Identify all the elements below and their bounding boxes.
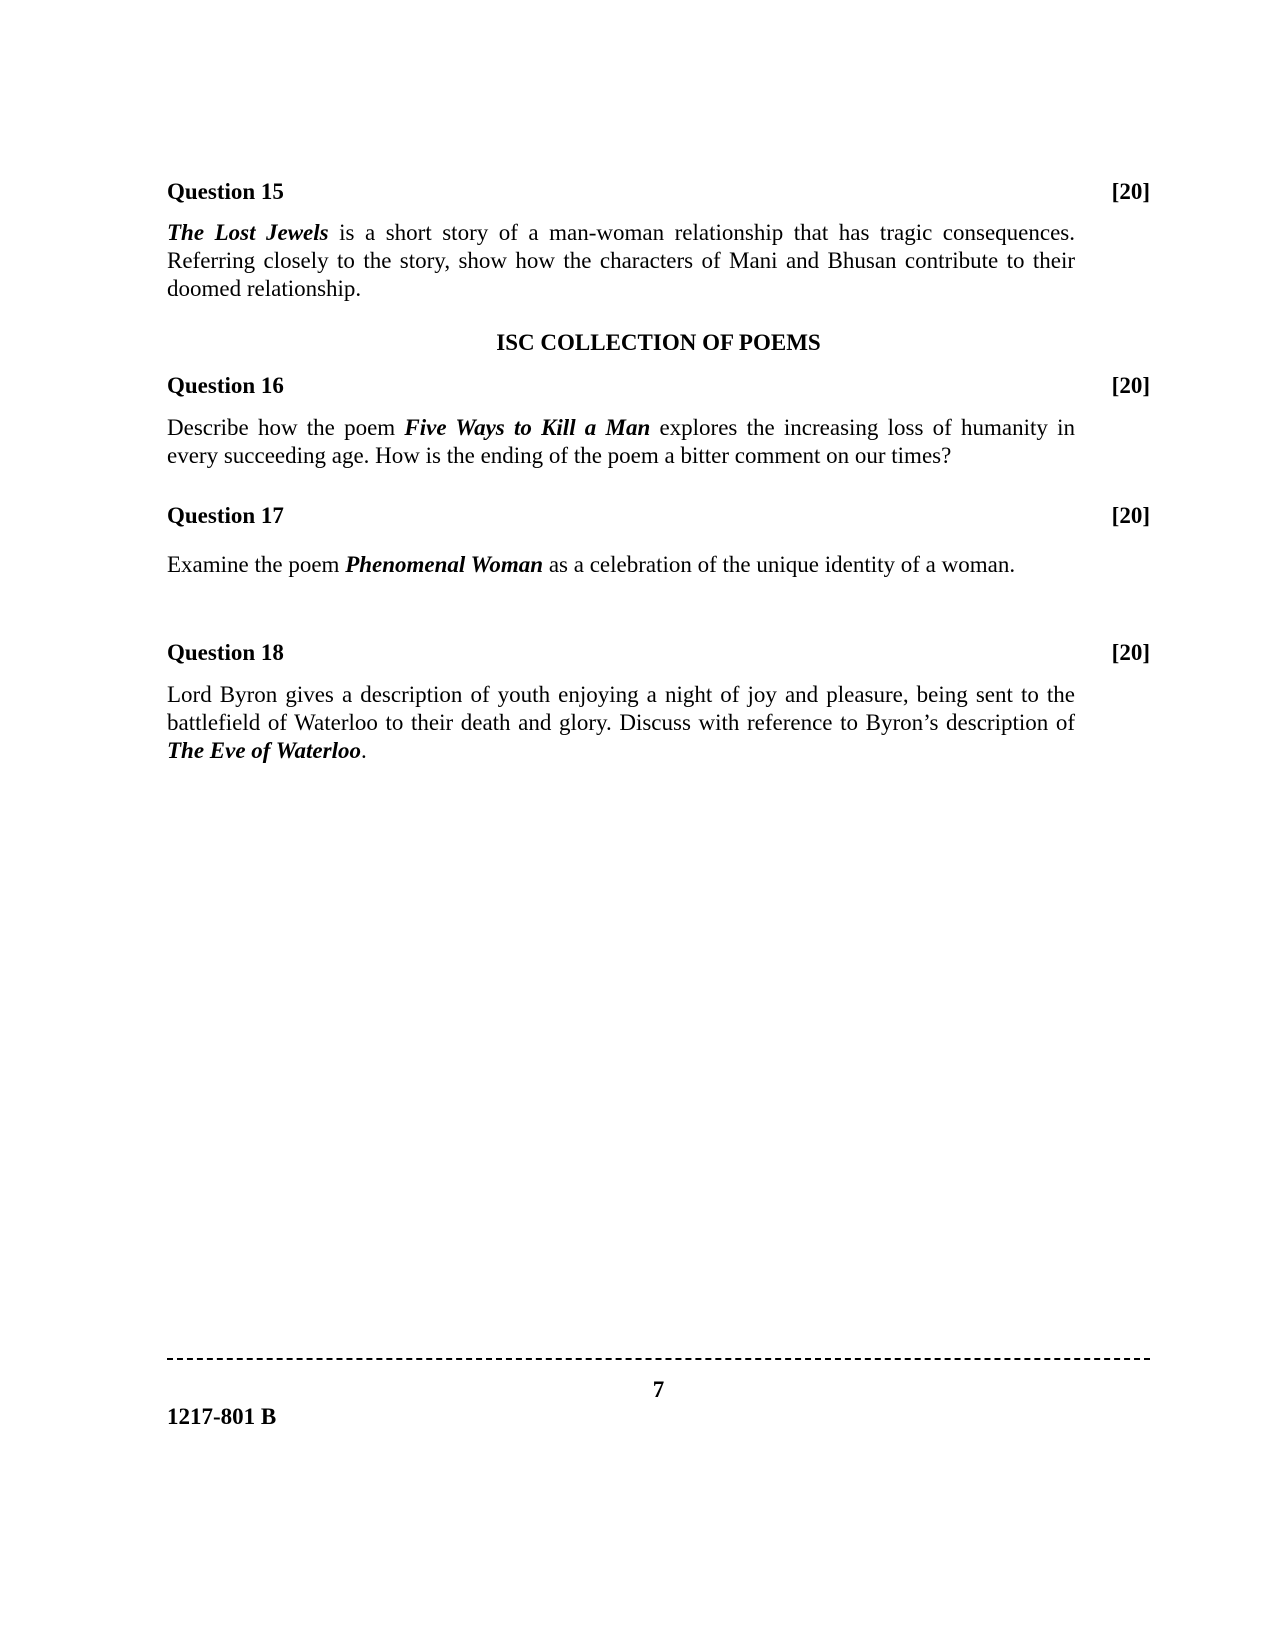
question-15-marks: [20]	[1111, 179, 1150, 204]
footer-dashed-divider	[167, 1358, 1150, 1360]
question-17-header	[167, 500, 1150, 532]
question-16-title: Question 16	[167, 373, 284, 398]
poem-title: Phenomenal Woman	[345, 552, 544, 577]
question-18-marks: [20]	[1111, 640, 1150, 665]
question-17-text	[167, 551, 1075, 579]
paper-code: 1217-801 B	[167, 1404, 277, 1429]
page-number: 7	[652, 1377, 665, 1402]
question-17-marks: [20]	[1111, 503, 1150, 528]
question-15-text-part: is a short story of a man-woman relationship that has tragic consequences. Referring closely to the story, show how the characters of Mani and Bhusan contribute to their doomed relationship.	[167, 220, 1076, 301]
question-17-text-part: as a celebration of the unique identity of a woman.	[543, 552, 1016, 577]
question-17-title: Question 17	[167, 503, 284, 528]
question-15-text	[167, 219, 1075, 303]
question-18-text-part: .	[360, 738, 367, 763]
question-16-marks: [20]	[1111, 373, 1150, 398]
section-title: ISC COLLECTION OF POEMS	[496, 330, 821, 355]
question-17-text-part: Examine the poem	[167, 552, 346, 577]
poem-title: The Eve of Waterloo	[167, 738, 361, 763]
question-15-header	[167, 176, 1150, 208]
question-16-header	[167, 370, 1150, 402]
question-18-text	[167, 681, 1075, 765]
question-16-text	[167, 414, 1075, 470]
question-15-title: Question 15	[167, 179, 284, 204]
question-16-text-part: Describe how the poem	[167, 415, 405, 440]
question-18-title: Question 18	[167, 640, 284, 665]
question-16-text-part: explores the increasing loss of humanity in every succeeding age. How is the ending of the poem a bitter comment on our times?	[167, 415, 1075, 468]
poem-title: Five Ways to Kill a Man	[404, 415, 651, 440]
question-18-header	[167, 637, 1150, 669]
story-title: The Lost Jewels	[167, 220, 329, 245]
question-18-text-part: Lord Byron gives a description of youth enjoying a night of joy and pleasure, being sent to the battlefield of Waterloo to their death and glory. Discuss with reference to Byron’s description of	[167, 682, 1075, 735]
